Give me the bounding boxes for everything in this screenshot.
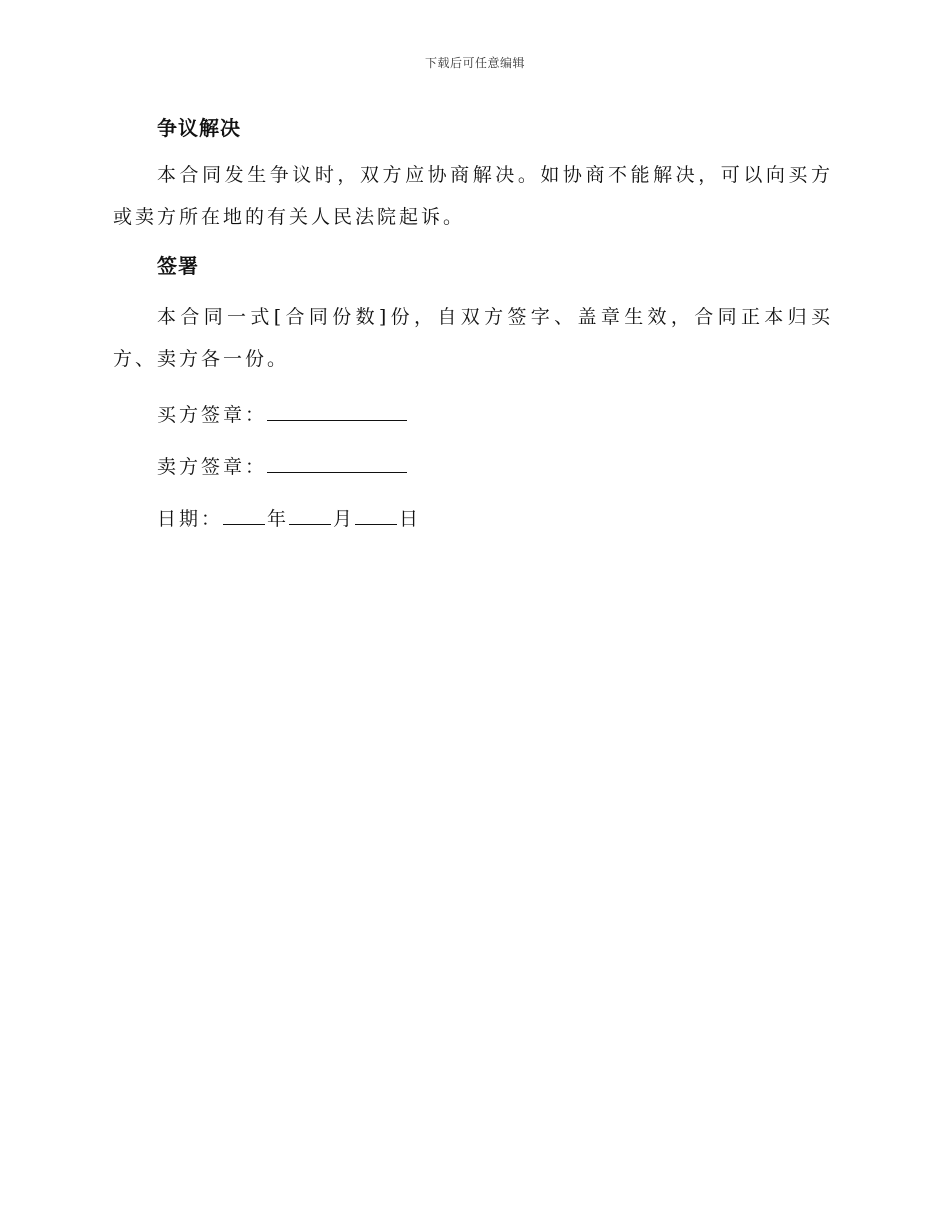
day-unit: 日 <box>399 508 422 530</box>
seller-signature-line <box>157 442 833 492</box>
month-blank[interactable] <box>289 504 331 525</box>
signature-block <box>113 390 833 544</box>
page-header: 下载后可任意编辑 <box>424 56 525 70</box>
section-dispute-resolution <box>113 108 833 238</box>
section-signing <box>113 246 833 380</box>
document-body <box>113 108 833 544</box>
buyer-signature-line <box>157 390 833 440</box>
section-paragraph: 本合同发生争议时，双方应协商解决。如协商不能解决，可以向买方或卖方所在地的有关人民法院起诉。 <box>113 164 833 228</box>
date-label: 日期： <box>157 508 224 530</box>
seller-signature-label: 卖方签章： <box>157 456 268 478</box>
seller-signature-blank[interactable] <box>267 452 407 473</box>
section-paragraph: 本合同一式[合同份数]份，自双方签字、盖章生效，合同正本归买方、卖方各一份。 <box>113 306 833 370</box>
section-heading: 签署 <box>157 254 199 278</box>
month-unit: 月 <box>333 508 356 530</box>
year-blank[interactable] <box>223 504 265 525</box>
buyer-signature-blank[interactable] <box>267 400 407 421</box>
buyer-signature-label: 买方签章： <box>157 404 268 426</box>
year-unit: 年 <box>267 508 290 530</box>
section-heading: 争议解决 <box>157 116 241 140</box>
date-line <box>157 494 833 544</box>
day-blank[interactable] <box>355 504 397 525</box>
